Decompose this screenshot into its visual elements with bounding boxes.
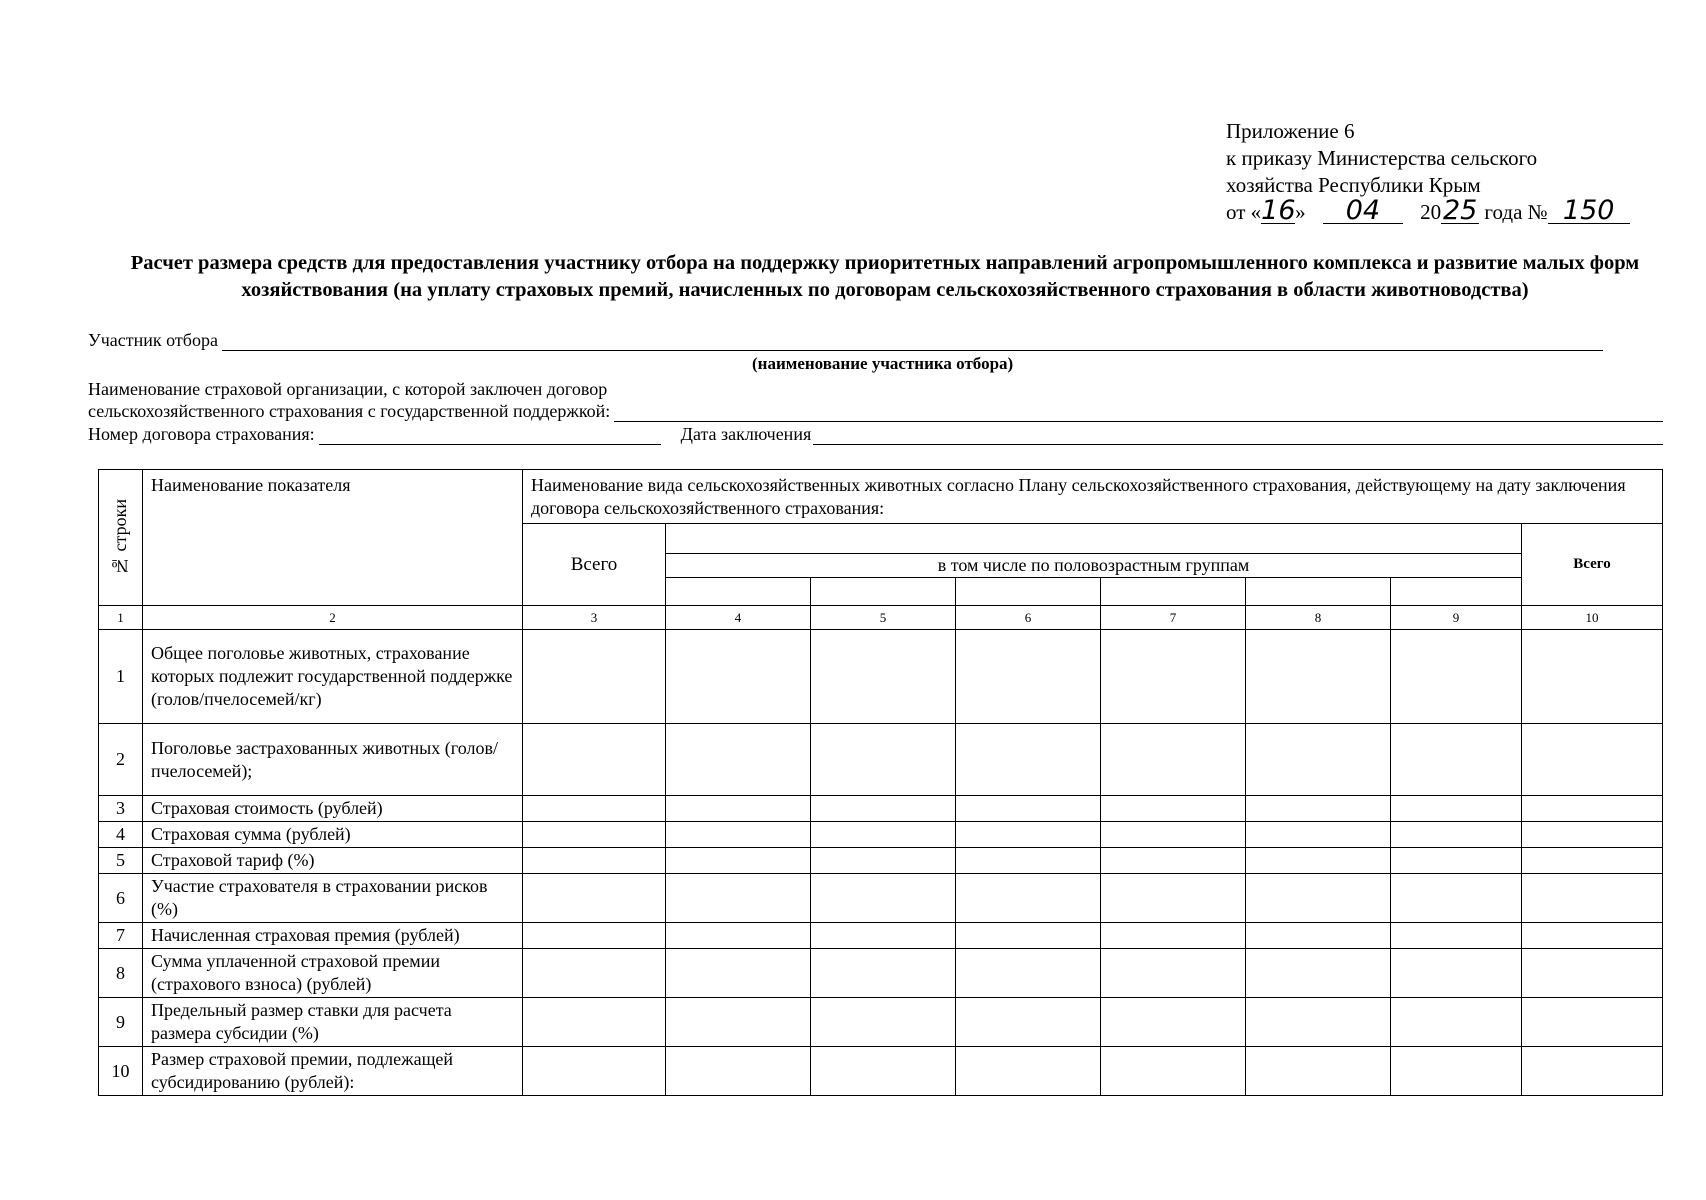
value-cell[interactable] bbox=[1246, 848, 1391, 874]
appendix-ministry-line: хозяйства Республики Крым bbox=[1226, 173, 1481, 197]
value-cell[interactable] bbox=[666, 630, 811, 724]
column-number: 8 bbox=[1246, 606, 1391, 630]
value-cell[interactable] bbox=[1391, 949, 1522, 998]
value-cell[interactable] bbox=[1246, 796, 1391, 822]
group-cell bbox=[811, 578, 956, 606]
handwritten-order-number: 150 bbox=[1548, 199, 1630, 224]
value-cell[interactable] bbox=[1246, 923, 1391, 949]
header-indicator: Наименование показателя bbox=[143, 470, 523, 606]
table-row bbox=[99, 630, 1663, 724]
contract-date-label: Дата заключения bbox=[680, 424, 812, 444]
value-cell[interactable] bbox=[956, 874, 1101, 923]
group-cell bbox=[1101, 578, 1246, 606]
value-cell[interactable] bbox=[1101, 630, 1246, 724]
row-number: 3 bbox=[99, 796, 143, 822]
column-number: 4 bbox=[666, 606, 811, 630]
table-row bbox=[99, 1047, 1663, 1096]
value-cell[interactable] bbox=[811, 923, 956, 949]
table-row bbox=[99, 923, 1663, 949]
value-cell[interactable] bbox=[1246, 822, 1391, 848]
row-number: 2 bbox=[99, 724, 143, 796]
value-cell[interactable] bbox=[523, 949, 666, 998]
value-cell[interactable] bbox=[1522, 998, 1663, 1047]
table-row bbox=[99, 848, 1663, 874]
value-cell[interactable] bbox=[1522, 923, 1663, 949]
row-indicator-label: Размер страховой премии, подлежащей субсидированию (рублей): bbox=[143, 1047, 523, 1096]
value-cell[interactable] bbox=[1101, 796, 1246, 822]
handwritten-year: 25 bbox=[1442, 195, 1478, 226]
value-cell[interactable] bbox=[1522, 874, 1663, 923]
column-number: 3 bbox=[523, 606, 666, 630]
value-cell[interactable] bbox=[523, 724, 666, 796]
value-cell[interactable] bbox=[811, 874, 956, 923]
value-cell[interactable] bbox=[523, 796, 666, 822]
value-cell[interactable] bbox=[956, 796, 1101, 822]
value-cell[interactable] bbox=[811, 796, 956, 822]
insurer-field[interactable] bbox=[614, 420, 1663, 422]
header-species: Наименование вида сельскохозяйственных животных согласно Плану сельскохозяйственного страхования, действующему на дату заключения договора сельскохозяйственного страхования: bbox=[523, 470, 1663, 524]
participant-field[interactable] bbox=[222, 349, 1603, 351]
value-cell[interactable] bbox=[956, 822, 1101, 848]
calculation-table bbox=[98, 469, 1663, 1096]
value-cell[interactable] bbox=[811, 724, 956, 796]
value-cell[interactable] bbox=[666, 949, 811, 998]
column-number: 10 bbox=[1522, 606, 1663, 630]
appendix-order-line: к приказу Министерства сельского bbox=[1226, 146, 1538, 170]
row-number: 10 bbox=[99, 1047, 143, 1096]
header-row-number: № строки bbox=[99, 470, 143, 606]
appendix-title: Приложение 6 bbox=[1226, 119, 1355, 143]
row-number: 9 bbox=[99, 998, 143, 1047]
value-cell[interactable] bbox=[1101, 724, 1246, 796]
contract-number-field[interactable] bbox=[319, 443, 661, 445]
contract-row bbox=[88, 424, 1663, 445]
value-cell[interactable] bbox=[666, 822, 811, 848]
value-cell[interactable] bbox=[1522, 1047, 1663, 1096]
value-cell[interactable] bbox=[1101, 923, 1246, 949]
value-cell[interactable] bbox=[1522, 949, 1663, 998]
value-cell[interactable] bbox=[811, 630, 956, 724]
header-spacer bbox=[666, 524, 1522, 554]
value-cell[interactable] bbox=[1246, 949, 1391, 998]
value-cell[interactable] bbox=[811, 949, 956, 998]
value-cell[interactable] bbox=[1101, 949, 1246, 998]
value-cell[interactable] bbox=[523, 923, 666, 949]
participant-row bbox=[88, 330, 1603, 351]
value-cell[interactable] bbox=[666, 874, 811, 923]
value-cell[interactable] bbox=[523, 822, 666, 848]
value-cell[interactable] bbox=[1391, 998, 1522, 1047]
value-cell[interactable] bbox=[666, 848, 811, 874]
value-cell[interactable] bbox=[956, 630, 1101, 724]
value-cell[interactable] bbox=[1391, 822, 1522, 848]
value-cell[interactable] bbox=[956, 923, 1101, 949]
value-cell[interactable] bbox=[1246, 998, 1391, 1047]
value-cell[interactable] bbox=[1391, 796, 1522, 822]
value-cell[interactable] bbox=[1391, 923, 1522, 949]
table-row bbox=[99, 822, 1663, 848]
row-number: 4 bbox=[99, 822, 143, 848]
value-cell[interactable] bbox=[1522, 724, 1663, 796]
value-cell[interactable] bbox=[1391, 848, 1522, 874]
header-total: Всего bbox=[523, 524, 666, 606]
table-body bbox=[99, 630, 1663, 1096]
value-cell[interactable] bbox=[811, 1047, 956, 1096]
value-cell[interactable] bbox=[811, 998, 956, 1047]
value-cell[interactable] bbox=[956, 724, 1101, 796]
value-cell[interactable] bbox=[523, 630, 666, 724]
column-number: 2 bbox=[143, 606, 523, 630]
column-number: 9 bbox=[1391, 606, 1522, 630]
row-indicator-label: Страховая стоимость (рублей) bbox=[143, 796, 523, 822]
value-cell[interactable] bbox=[1101, 874, 1246, 923]
value-cell[interactable] bbox=[1522, 630, 1663, 724]
row-indicator-label: Сумма уплаченной страховой премии (страхового взноса) (рублей) bbox=[143, 949, 523, 998]
column-number: 5 bbox=[811, 606, 956, 630]
row-indicator-label: Начисленная страховая премия (рублей) bbox=[143, 923, 523, 949]
participant-hint: (наименование участника отбора) bbox=[752, 354, 1014, 373]
value-cell[interactable] bbox=[666, 724, 811, 796]
value-cell[interactable] bbox=[523, 874, 666, 923]
document-title: Расчет размера средств для предоставления участнику отбора на поддержку приоритетных направлений агропромышленного комплекса и развитие малых форм хозяйствования (на уплату страховых премий, начисленных по договорам сельскохозяйственного страхования в области животноводства) bbox=[130, 252, 1640, 301]
row-number: 1 bbox=[99, 630, 143, 724]
value-cell[interactable] bbox=[666, 998, 811, 1047]
value-cell[interactable] bbox=[811, 822, 956, 848]
row-indicator-label: Поголовье застрахованных животных (голов/пчелосемей); bbox=[143, 724, 523, 796]
insurer-label: Наименование страховой организации, с которой заключен договор bbox=[88, 379, 608, 399]
row-number: 8 bbox=[99, 949, 143, 998]
group-cell bbox=[1246, 578, 1391, 606]
value-cell[interactable] bbox=[666, 1047, 811, 1096]
value-cell[interactable] bbox=[1522, 822, 1663, 848]
value-cell[interactable] bbox=[1391, 724, 1522, 796]
table-row bbox=[99, 949, 1663, 998]
value-cell[interactable] bbox=[1391, 874, 1522, 923]
group-cell bbox=[1391, 578, 1522, 606]
handwritten-day: 16 bbox=[1261, 195, 1296, 226]
value-cell[interactable] bbox=[1391, 1047, 1522, 1096]
value-cell[interactable] bbox=[1101, 998, 1246, 1047]
value-cell[interactable] bbox=[956, 949, 1101, 998]
value-cell[interactable] bbox=[1246, 874, 1391, 923]
row-number: 7 bbox=[99, 923, 143, 949]
row-number: 6 bbox=[99, 874, 143, 923]
header-groups: в том числе по половозрастным группам bbox=[666, 554, 1522, 578]
column-number: 7 bbox=[1101, 606, 1246, 630]
value-cell[interactable] bbox=[811, 848, 956, 874]
column-number: 6 bbox=[956, 606, 1101, 630]
value-cell[interactable] bbox=[523, 848, 666, 874]
value-cell[interactable] bbox=[1522, 848, 1663, 874]
row-indicator-label: Общее поголовье животных, страхование которых подлежит государственной поддержке (голов/пчелосемей/кг) bbox=[143, 630, 523, 724]
header-total-right: Всего bbox=[1522, 524, 1663, 606]
table-row bbox=[99, 998, 1663, 1047]
row-indicator-label: Страховой тариф (%) bbox=[143, 848, 523, 874]
row-indicator-label: Страховая сумма (рублей) bbox=[143, 822, 523, 848]
value-cell[interactable] bbox=[1391, 630, 1522, 724]
value-cell[interactable] bbox=[666, 923, 811, 949]
insurer-row bbox=[88, 401, 1663, 422]
participant-label: Участник отбора bbox=[88, 330, 218, 350]
column-number: 1 bbox=[99, 606, 143, 630]
value-cell[interactable] bbox=[1246, 630, 1391, 724]
value-cell[interactable] bbox=[1101, 1047, 1246, 1096]
value-cell[interactable] bbox=[523, 998, 666, 1047]
value-cell[interactable] bbox=[1101, 848, 1246, 874]
value-cell[interactable] bbox=[1101, 822, 1246, 848]
value-cell[interactable] bbox=[1522, 796, 1663, 822]
contract-label: Номер договора страхования: bbox=[88, 424, 315, 444]
row-indicator-label: Предельный размер ставки для расчета размера субсидии (%) bbox=[143, 998, 523, 1047]
group-cell bbox=[956, 578, 1101, 606]
value-cell[interactable] bbox=[956, 848, 1101, 874]
insurer-label-2: сельскохозяйственного страхования с государственной поддержкой: bbox=[88, 401, 611, 421]
appendix-date-line: от «16» 04 2025 года № 150 bbox=[1226, 199, 1630, 226]
table-row bbox=[99, 724, 1663, 796]
value-cell[interactable] bbox=[523, 1047, 666, 1096]
table-row bbox=[99, 874, 1663, 923]
row-indicator-label: Участие страхователя в страховании рисков (%) bbox=[143, 874, 523, 923]
group-cell bbox=[666, 578, 811, 606]
handwritten-month: 04 bbox=[1323, 199, 1403, 224]
value-cell[interactable] bbox=[956, 1047, 1101, 1096]
contract-date-field[interactable] bbox=[813, 443, 1663, 445]
row-number: 5 bbox=[99, 848, 143, 874]
table-row bbox=[99, 796, 1663, 822]
value-cell[interactable] bbox=[666, 796, 811, 822]
value-cell[interactable] bbox=[956, 998, 1101, 1047]
column-number-row bbox=[99, 606, 1663, 630]
value-cell[interactable] bbox=[1246, 724, 1391, 796]
appendix-header bbox=[1226, 118, 1630, 226]
value-cell[interactable] bbox=[1246, 1047, 1391, 1096]
